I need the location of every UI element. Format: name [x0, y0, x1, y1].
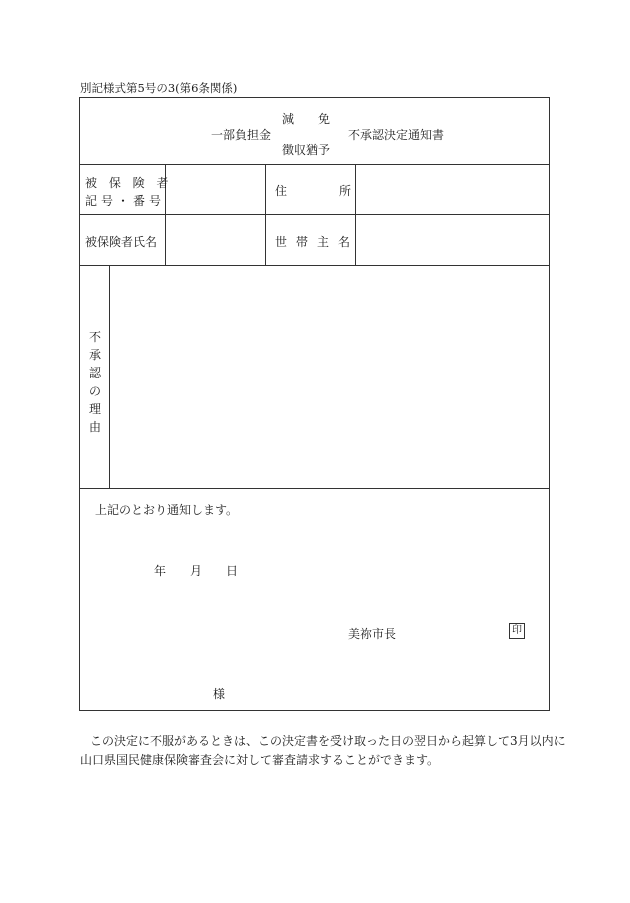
form-reference: 別記様式第5号の3(第6条関係) [80, 81, 238, 95]
label-insured-number: 被 保 険 者 記号・番号 [85, 176, 173, 208]
label-address-1: 住 [275, 184, 288, 198]
title-rejection-notice: 不承認決定通知書 [348, 128, 445, 142]
footer-line-2: 山口県国民健康保険審査会に対して審査請求することができます。 [80, 753, 440, 767]
label-rejection-reason: 不承認の理由 [88, 330, 101, 434]
footer-line-1: この決定に不服があるときは、この決定書を受け取った日の翌日から起算して3月以内に [90, 734, 566, 748]
rule-title-bottom [79, 164, 550, 165]
title-partial-burden: 一部負担金 [211, 128, 272, 142]
title-reduction: 減 免 [282, 112, 331, 126]
notice-text: 上記のとおり通知します。 [95, 503, 239, 517]
seal-mark: 印 [509, 623, 525, 639]
notice-date: 年 月 日 [154, 564, 239, 578]
rule-reason-bottom [79, 488, 550, 489]
label-address-2: 所 [339, 184, 352, 198]
recipient-suffix: 様 [213, 687, 226, 701]
title-postponement: 徴収猶予 [282, 143, 331, 157]
label-insured-name: 被保険者氏名 [85, 235, 158, 249]
rule-reason-label [109, 265, 110, 488]
rule-row1-bottom [79, 214, 550, 215]
rule-col2 [265, 164, 266, 265]
issuer-name: 美祢市長 [348, 627, 397, 641]
rule-row2-bottom [79, 265, 550, 266]
label-household-head: 世帯主名 [275, 235, 360, 249]
